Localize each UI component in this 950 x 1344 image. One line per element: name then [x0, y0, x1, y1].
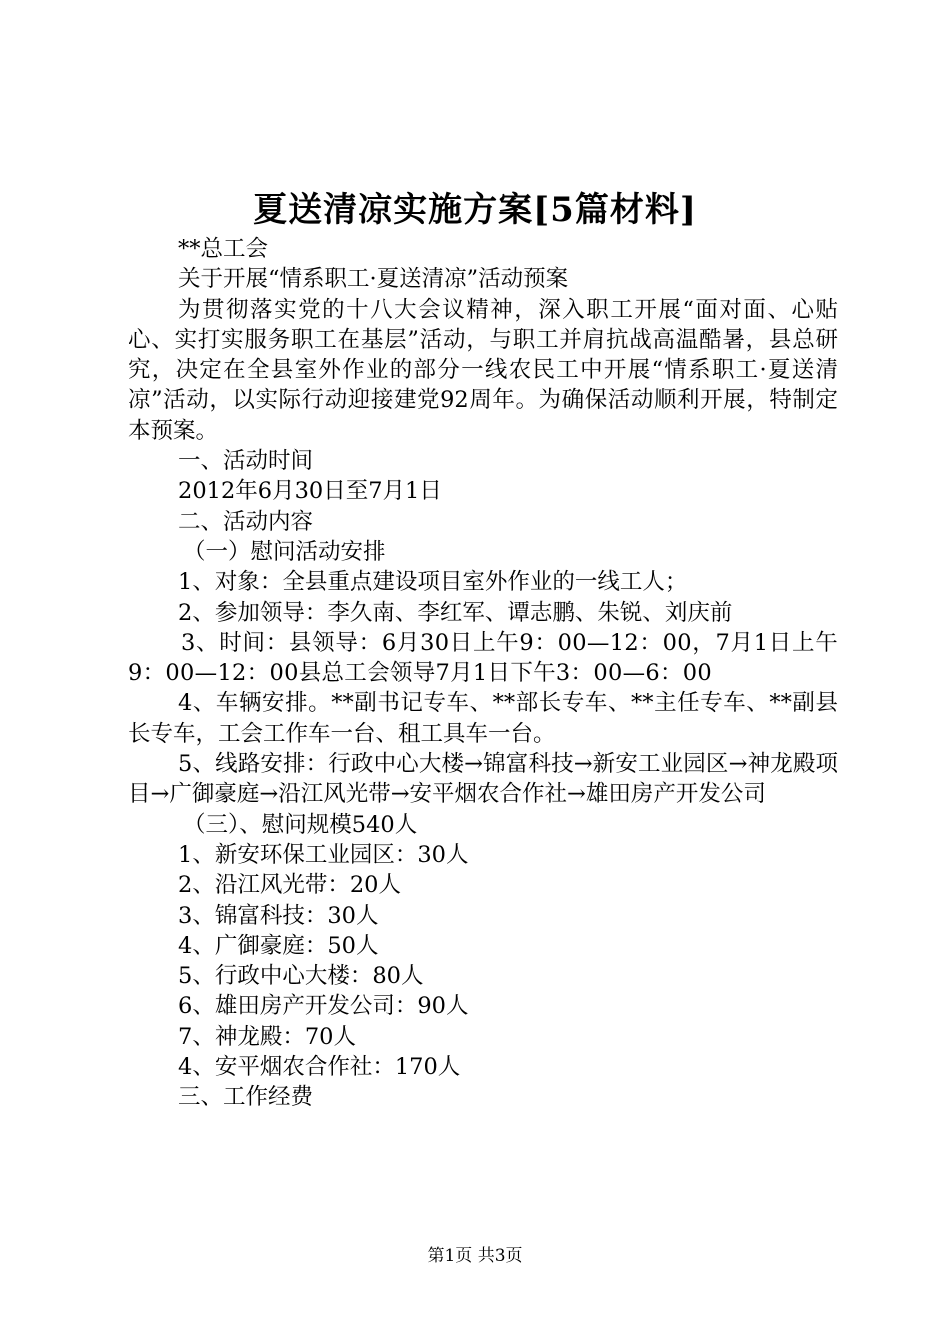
list-item-scale: 1、新安环保工业园区：30人 [178, 841, 469, 868]
list-item-vehicles: 4、车辆安排。**副书记专车、**部长专车、**主任专车、**副县长专车，工会工作车一台、租工具车一台。 [128, 690, 838, 747]
heading-visit-arrangement: （一）慰问活动安排 [183, 538, 386, 565]
list-item-leaders: 2、参加领导：李久南、李红军、谭志鹏、朱锐、刘庆前 [178, 599, 733, 626]
heading-visit-scale: （三）、慰问规模540人 [183, 811, 418, 838]
list-item-target: 1、对象：全县重点建设项目室外作业的一线工人； [178, 569, 688, 596]
list-item-schedule: 3、时间：县领导：6月30日上午9：00—12：00，7月1日上午9：00—12：00县总工会领导7月1日下午3：00—6：00 [128, 629, 838, 687]
list-item-scale: 7、神龙殿：70人 [178, 1023, 356, 1050]
list-item-scale: 2、沿江风光带：20人 [178, 872, 401, 899]
list-item-scale: 4、广御豪庭：50人 [178, 932, 379, 959]
paragraph-intro: 为贯彻落实党的十八大会议精神，深入职工开展“面对面、心贴心、实打实服务职工在基层”活动，与职工并肩抗战高温酷暑，县总研究，决定在全县室外作业的部分一线农民工中开展“情系职工·夏送清凉”活动，以实际行动迎接建党92周年。为确保活动顺利开展，特制定本预案。 [128, 296, 838, 444]
list-item-scale: 4、安平烟农合作社：170人 [178, 1054, 461, 1081]
document-body [128, 234, 838, 1113]
list-item-route: 5、线路安排：行政中心大楼→锦富科技→新安工业园区→神龙殿项目→广御豪庭→沿江风光带→安平烟农合作社→雄田房产开发公司 [128, 751, 838, 808]
paragraph-plan-title: 关于开展“情系职工·夏送清凉”活动预案 [178, 266, 569, 293]
heading-activity-content: 二、活动内容 [178, 508, 314, 535]
document-title: 夏送清凉实施方案[5篇材料] [253, 190, 697, 230]
list-item-scale: 5、行政中心大楼：80人 [178, 963, 424, 990]
page-footer: 第1页 共3页 [427, 1246, 523, 1266]
list-item-scale: 3、锦富科技：30人 [178, 902, 379, 929]
heading-work-funds: 三、工作经费 [178, 1084, 314, 1111]
list-item-scale: 6、雄田房产开发公司：90人 [178, 993, 469, 1020]
heading-activity-time: 一、活动时间 [178, 448, 314, 475]
paragraph-union-name: **总工会 [178, 236, 269, 262]
paragraph-date-range: 2012年6月30日至7月1日 [178, 478, 442, 505]
